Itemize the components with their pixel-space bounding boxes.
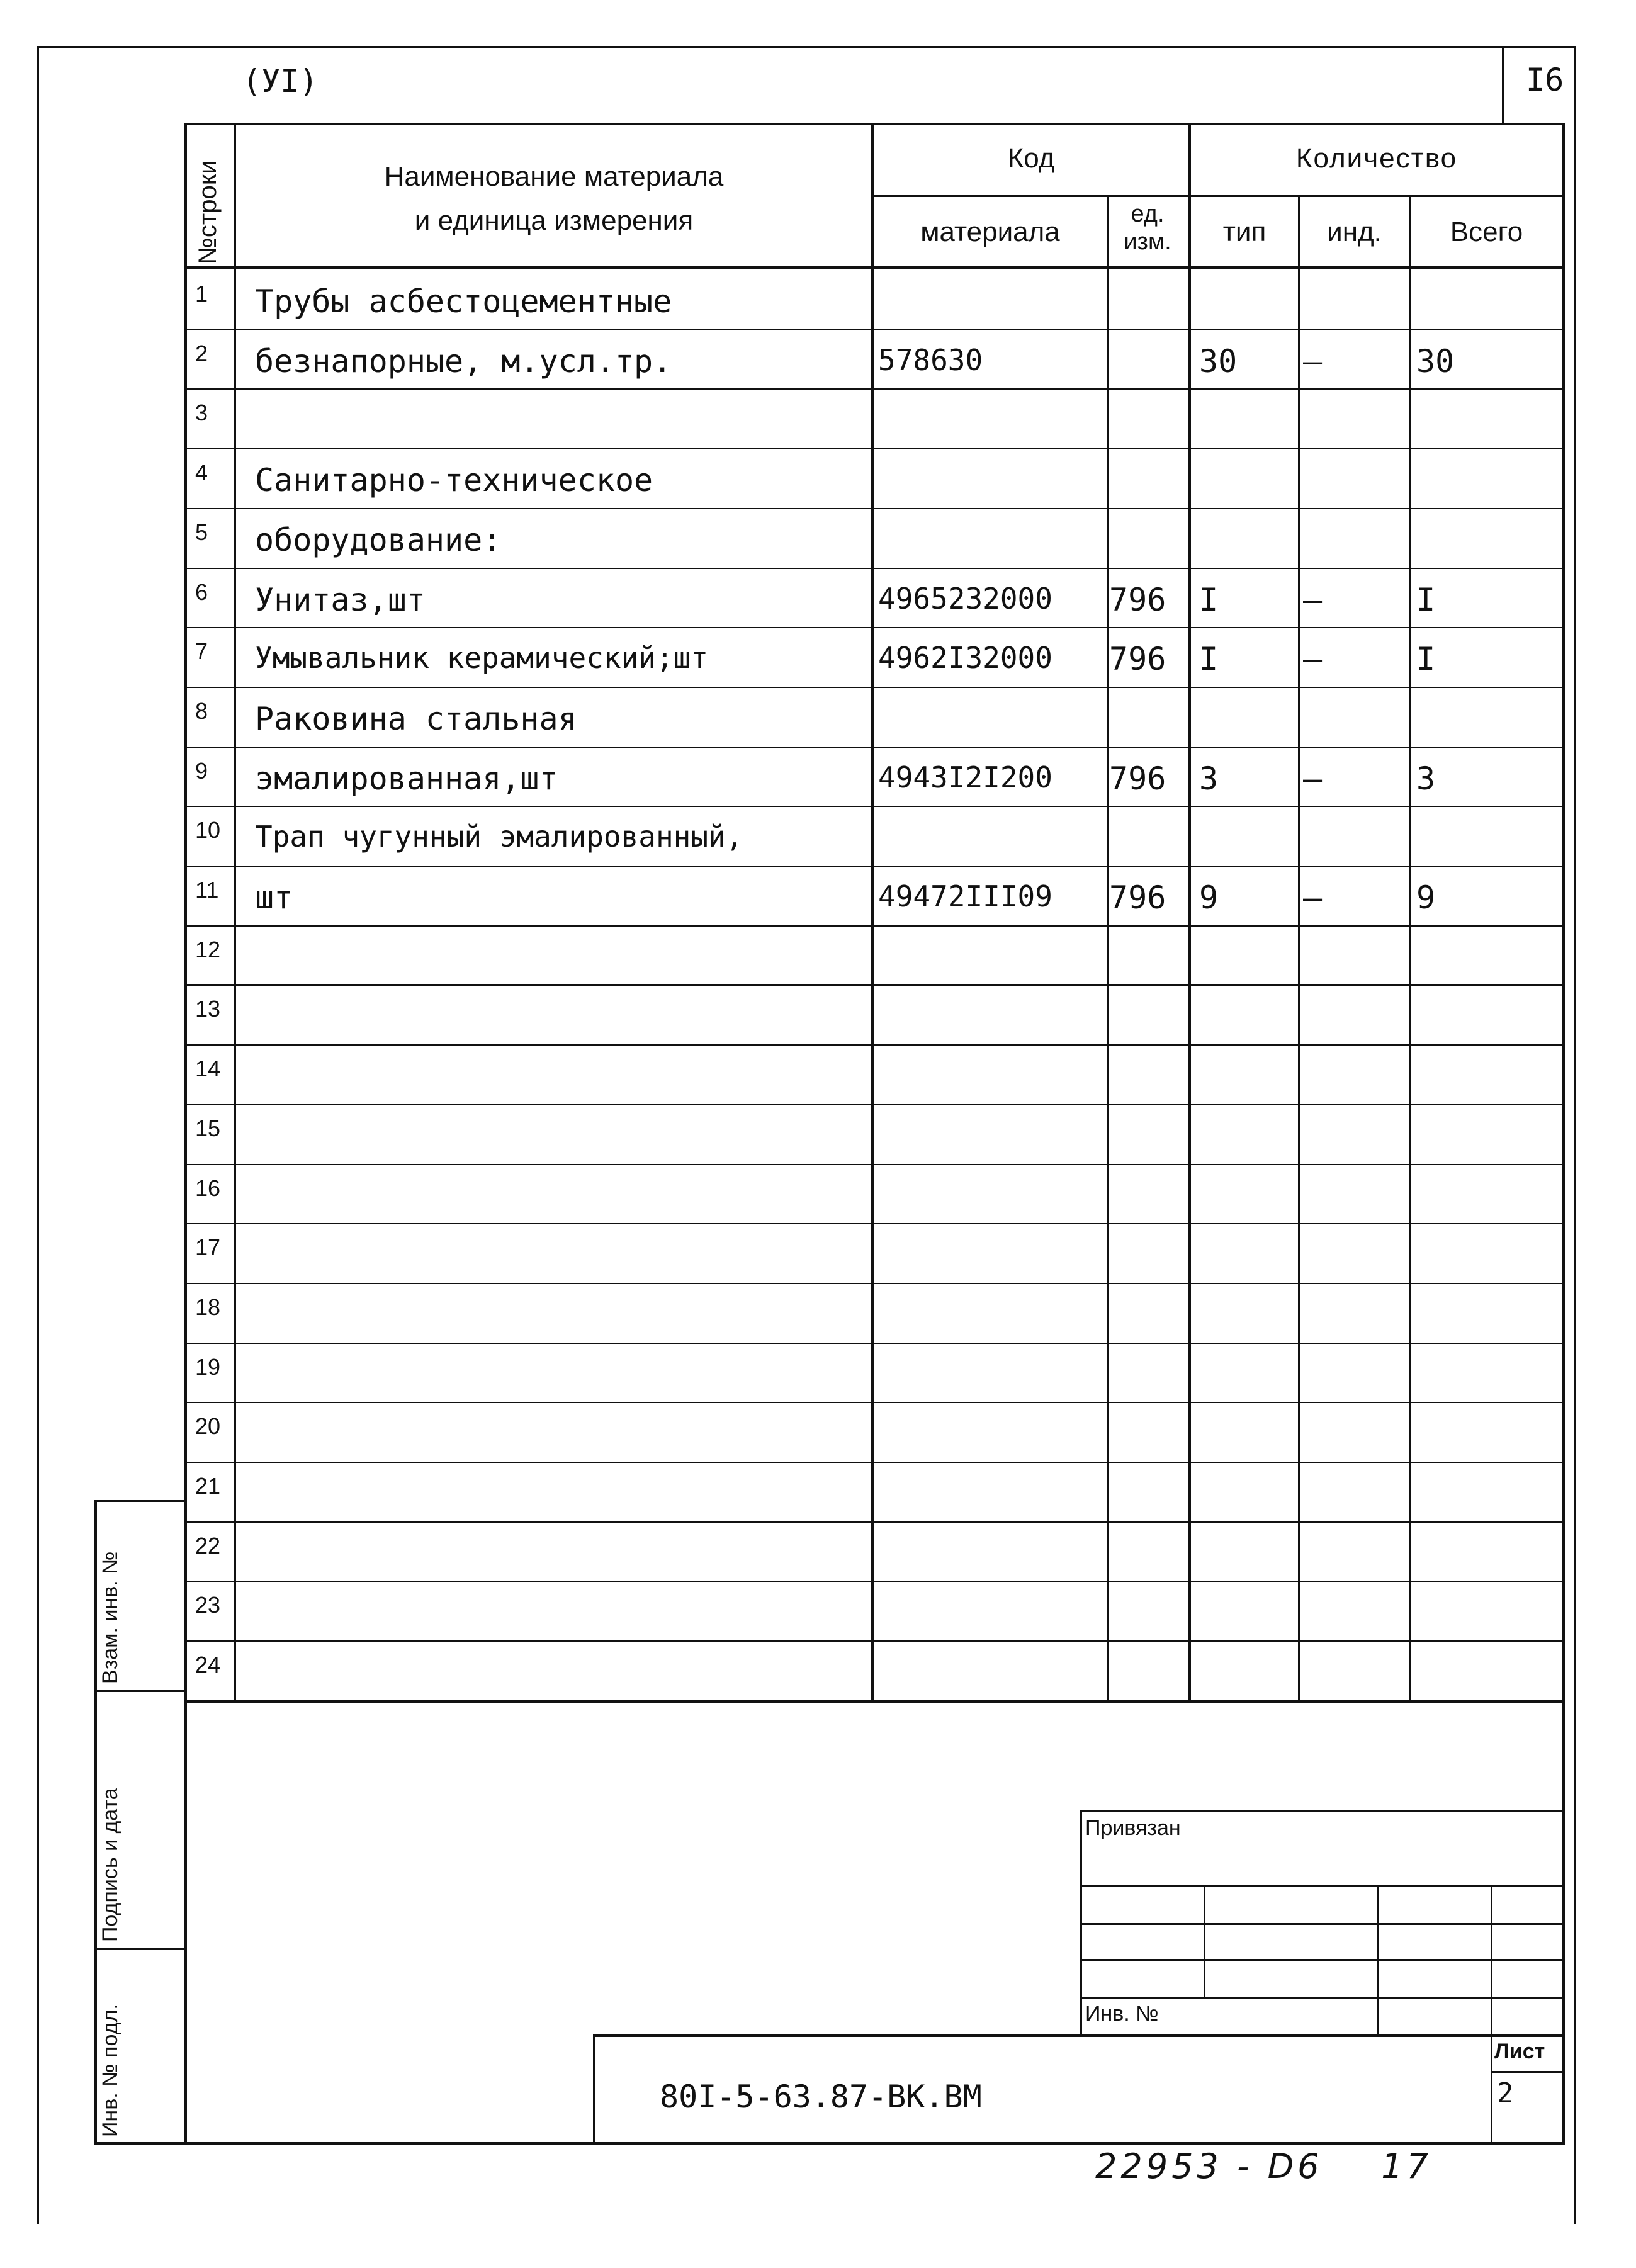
stamp-bottom-line xyxy=(94,2142,187,2145)
stamp-divider-1 xyxy=(94,1690,187,1692)
row-separator xyxy=(187,1223,1562,1224)
row-number: 23 xyxy=(195,1592,221,1618)
cell-name: Трубы асбестоцементные xyxy=(255,283,672,320)
quantity-group-header: Количество xyxy=(1295,143,1458,174)
row-number: 20 xyxy=(195,1413,221,1439)
row-number: 12 xyxy=(195,937,221,962)
row-separator xyxy=(187,1343,1562,1344)
table-right-border xyxy=(1562,123,1565,2145)
row-separator xyxy=(187,627,1562,628)
cell-code: 4943I2I200 xyxy=(878,760,1052,794)
cell-type: I xyxy=(1199,641,1219,677)
header-top-line xyxy=(184,123,1565,125)
code-unit-header: ед. изм. xyxy=(1124,201,1171,255)
corner-box-divider xyxy=(1502,46,1504,123)
stamp-inv-podl: Инв. № подл. xyxy=(98,2004,122,2137)
cell-unit: 796 xyxy=(1109,641,1166,677)
row-separator xyxy=(187,508,1562,509)
row-separator xyxy=(187,329,1562,330)
tb-main-top xyxy=(593,2034,1565,2037)
header-bottom-line xyxy=(184,266,1565,269)
cell-name: Унитаз,шт xyxy=(255,582,426,618)
row-number: 15 xyxy=(195,1115,221,1141)
row-separator xyxy=(187,1044,1562,1046)
row-separator xyxy=(187,1402,1562,1403)
row-number: 3 xyxy=(195,400,208,426)
stamp-vzam-inv: Взам. инв. № xyxy=(98,1551,122,1684)
col-line-type xyxy=(1298,195,1300,1700)
cell-name: оборудование: xyxy=(255,522,502,558)
row-separator xyxy=(187,1521,1562,1523)
header-mid-line xyxy=(872,195,1565,197)
cell-unit: 796 xyxy=(1109,582,1166,618)
row-number: 2 xyxy=(195,341,208,366)
row-separator xyxy=(187,1462,1562,1463)
cell-type: 9 xyxy=(1199,879,1219,916)
stamp-left-line xyxy=(94,1500,97,2145)
section-label: (УI) xyxy=(242,63,319,99)
row-number: 9 xyxy=(195,758,208,784)
cell-code: 49472III09 xyxy=(878,879,1052,913)
cell-ind: – xyxy=(1303,760,1323,797)
quantity-total-header: Всего xyxy=(1450,217,1523,247)
cell-name: эмалированная,шт xyxy=(255,760,558,797)
row-separator xyxy=(187,448,1562,449)
row-separator xyxy=(187,568,1562,569)
cell-code: 4962I32000 xyxy=(878,641,1052,675)
document-code: 80I-5-63.87-ВК.ВМ xyxy=(660,2079,982,2115)
table-left-border xyxy=(184,123,187,2145)
frame-top xyxy=(37,46,1576,48)
cell-unit: 796 xyxy=(1109,879,1166,916)
frame-left xyxy=(37,46,39,2224)
quantity-type-header: тип xyxy=(1222,217,1266,247)
row-number: 1 xyxy=(195,281,208,307)
col-line-code xyxy=(1107,195,1109,1700)
row-separator xyxy=(187,1700,1562,1703)
cell-name: Санитарно-техническое xyxy=(255,462,653,499)
tb-privyazan-top xyxy=(1080,1810,1565,1812)
cell-total: 3 xyxy=(1416,760,1436,797)
row-number: 13 xyxy=(195,996,221,1022)
tb-sheet-divider xyxy=(1491,2071,1565,2073)
row-number: 18 xyxy=(195,1294,221,1320)
cell-total: 9 xyxy=(1416,879,1436,916)
row-separator xyxy=(187,1164,1562,1165)
cell-unit: 796 xyxy=(1109,760,1166,797)
cell-total: I xyxy=(1416,582,1436,618)
tb-main-left xyxy=(593,2034,595,2145)
cell-name: Трап чугунный эмалированный, xyxy=(255,820,743,854)
row-number: 14 xyxy=(195,1056,221,1081)
row-number: 5 xyxy=(195,519,208,545)
row-number: 22 xyxy=(195,1533,221,1559)
cell-code: 578630 xyxy=(878,343,983,377)
row-number: 8 xyxy=(195,698,208,724)
stamp-divider-2 xyxy=(94,1948,187,1950)
tb-v2 xyxy=(1377,1885,1379,2036)
row-number: 6 xyxy=(195,579,208,605)
stamp-podpis-data: Подпись и дата xyxy=(98,1788,122,1942)
row-separator xyxy=(187,806,1562,807)
row-number: 16 xyxy=(195,1175,221,1201)
cell-ind: – xyxy=(1303,879,1323,916)
handwritten-number: 22953 - D6 17 xyxy=(1095,2147,1432,2186)
row-separator xyxy=(187,1581,1562,1582)
cell-ind: – xyxy=(1303,582,1323,618)
cell-name: Умывальник керамический;шт xyxy=(255,641,709,675)
frame-right xyxy=(1574,46,1576,2224)
cell-type: 30 xyxy=(1199,343,1238,380)
tb-sheet-label: Лист xyxy=(1494,2040,1545,2063)
cell-total: I xyxy=(1416,641,1436,677)
col-line-name xyxy=(871,123,874,1700)
row-separator xyxy=(187,984,1562,986)
row-separator xyxy=(187,747,1562,748)
sheet-corner-number: I6 xyxy=(1526,62,1564,98)
stamp-top-line xyxy=(94,1500,187,1502)
cell-name: шт xyxy=(255,879,293,916)
row-separator xyxy=(187,388,1562,390)
cell-ind: – xyxy=(1303,641,1323,677)
row-number: 10 xyxy=(195,817,221,843)
row-number: 24 xyxy=(195,1652,221,1678)
row-separator xyxy=(187,1283,1562,1284)
bottom-border xyxy=(184,2142,1565,2145)
row-number: 21 xyxy=(195,1473,221,1499)
col-line-rowno xyxy=(234,123,236,1700)
code-group-header: Код xyxy=(1007,143,1055,174)
name-header-line2: и единица измерения xyxy=(414,205,694,236)
row-separator xyxy=(187,1104,1562,1105)
row-number: 19 xyxy=(195,1354,221,1380)
cell-total: 30 xyxy=(1416,343,1455,380)
cell-name: безнапорные, м.усл.тр. xyxy=(255,343,672,380)
tb-sheet-value: 2 xyxy=(1497,2077,1514,2109)
row-separator xyxy=(187,1640,1562,1642)
tb-inv-no-label: Инв. № xyxy=(1085,2002,1159,2026)
col-line-ind xyxy=(1409,195,1411,1700)
row-number-header: №строки xyxy=(194,160,222,264)
cell-ind: – xyxy=(1303,343,1323,380)
cell-type: 3 xyxy=(1199,760,1219,797)
row-number: 17 xyxy=(195,1234,221,1260)
cell-name: Раковина стальная xyxy=(255,701,577,737)
quantity-ind-header: инд. xyxy=(1327,217,1382,247)
tb-privyazan-label: Привязан xyxy=(1085,1816,1181,1840)
name-header-line1: Наименование материала xyxy=(384,161,724,192)
row-separator xyxy=(187,866,1562,867)
tb-v1 xyxy=(1204,1885,1205,1997)
row-number: 4 xyxy=(195,460,208,485)
row-number: 7 xyxy=(195,638,208,664)
cell-type: I xyxy=(1199,582,1219,618)
row-number: 11 xyxy=(195,877,219,903)
row-separator xyxy=(187,925,1562,927)
code-material-header: материала xyxy=(920,217,1060,247)
row-separator xyxy=(187,687,1562,688)
cell-code: 4965232000 xyxy=(878,582,1052,616)
tb-v3 xyxy=(1491,1885,1492,2145)
col-line-unit xyxy=(1188,123,1191,1700)
